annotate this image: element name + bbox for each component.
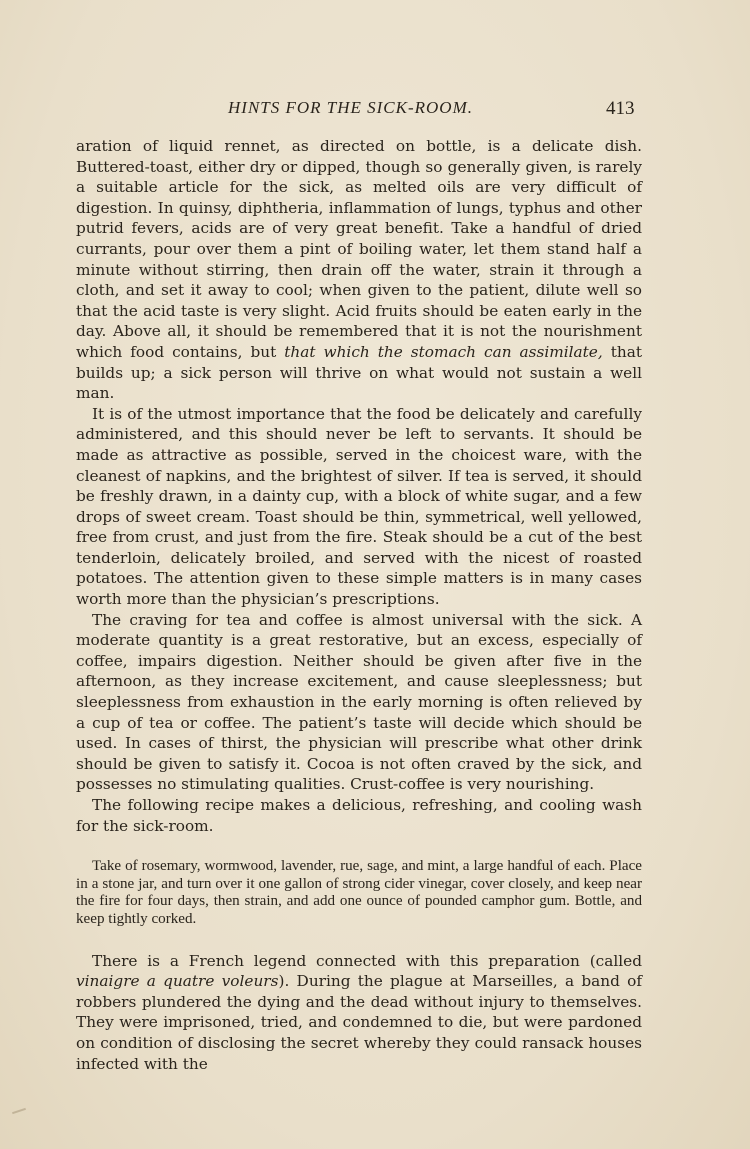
paragraph-italic-phrase: vinaigre a quatre voleurs	[76, 972, 279, 991]
paragraph-text: ). During the plague at Marseilles, a band of robbers plundered the dying and the dead without injury to themselves. They were imprisoned, tried, and condemned to die, but were pardoned on condition of disclosing the secret whereby they could ransack houses infected with the	[76, 972, 642, 1073]
page-header	[0, 98, 750, 122]
paragraph-recipe-intro: The following recipe makes a delicious, refreshing, and cooling wash for the sick-room.	[76, 796, 642, 835]
paragraph-text: aration of liquid rennet, as directed on bottle, is a delicate dish. Buttered-toast, either dry or dipped, though so generally given, is rarely a suitable article for the sick, as melted oils are very difficult of digestion. In quinsy, diphtheria, inflammation of lungs, typhus and other putrid fevers, acids are of very great benefit. Take a handful of dried currants, pour over them a pint of boiling water, let them stand half a minute without stirring, then drain off the water, strain it through a cloth, and set it away to cool; when given to the patient, dilute well so that the acid taste is very slight. Acid fruits should be eaten early in the day. Above all, it should be remembered that it is not the nourishment which food contains, but	[76, 137, 642, 361]
paragraph-french-legend	[76, 951, 642, 1075]
running-head: HINTS FOR THE SICK-ROOM.	[228, 98, 473, 117]
paragraph-continued	[76, 136, 642, 404]
paragraph-text: There is a French legend connected with this preparation (called	[92, 951, 642, 970]
paper-mark	[12, 1108, 26, 1114]
paragraph-italic-phrase: that which the stomach can assimilate,	[284, 342, 603, 361]
page-body	[76, 136, 642, 1074]
paragraph-food-administration: It is of the utmost importance that the food be delicately and carefully administered, and this should never be left to servants. It should be made as attractive as possible, served in the choicest ware, with the cleanest of napkins, and the brightest of silver. If tea is served, it should be freshly drawn, in a dainty cup, with a block of white sugar, and a few drops of sweet cream. Toast should be thin, symmetrical, well yellowed, free from crust, and just from the fire. Steak should be a cut of the best tenderloin, delicately broiled, and served with the nicest of roasted potatoes. The attention given to these simple matters is in many cases worth more than the physician’s prescriptions.	[76, 404, 642, 609]
recipe-text: Take of rosemary, wormwood, lavender, rue, sage, and mint, a large handful of each. Place in a stone jar, and turn over it one gallon of strong cider vinegar, cover closely, and keep near the fire for four days, then strain, and add one ounce of pounded camphor gum. Bottle, and keep tightly corked.	[76, 858, 642, 927]
paragraph-tea-and-coffee: The craving for tea and coffee is almost universal with the sick. A moderate quantity is a great restorative, but an excess, especially of coffee, impairs digestion. Neither should be given after five in the afternoon, as they increase excitement, and cause sleeplessness; but sleeplessness from exhaustion in the early morning is often relieved by a cup of tea or coffee. The patient’s taste will decide which should be used. In cases of thirst, the physician will prescribe what other drink should be given to satisfy it. Cocoa is not often craved by the sick, and possesses no stimulating qualities. Crust-coffee is very nourishing.	[76, 610, 642, 794]
page-number: 413	[606, 98, 635, 119]
paragraph-text: that builds up; a sick person will thrive on what would not sustain a well man.	[76, 342, 642, 403]
